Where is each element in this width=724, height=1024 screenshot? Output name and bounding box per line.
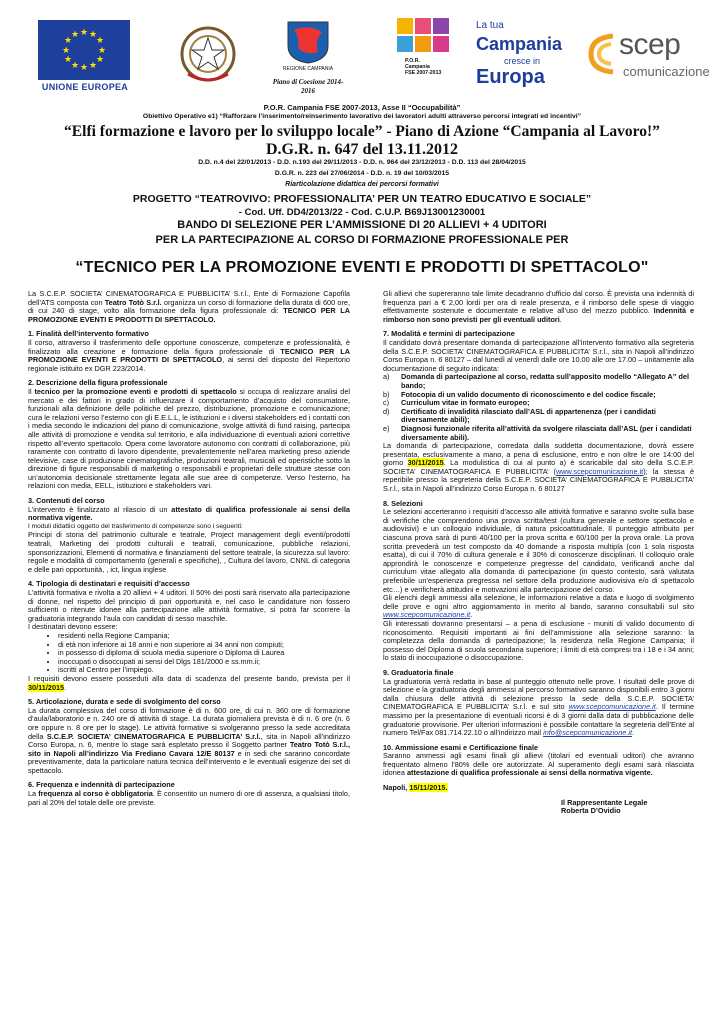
course-title: “TECNICO PER LA PROMOZIONE EVENTI E PRODOTTI DI SPETTACOLO" bbox=[75, 259, 649, 276]
section-9-heading: 9. Graduatoria finale bbox=[383, 667, 454, 677]
campania-cresce-europa-logo: La tua Campania cresce in Europa bbox=[476, 20, 563, 88]
section-7-submission: La domanda di partecipazione, corredata dalla suddetta documentazione, dovrà essere presentata, esclusivamente a mano, a pena di esclusione, entro e non oltre le ore 14:00 del giorno 30/11/2015. La modulistica di cui al punto a) è scaricabile dal sito della S.C.E.P. SOCIETA’ CINEMATOGRAFICA E PUBBLICITA’ (www.scepcomunicazione.it); la stessa è reperibile presso la segreteria della S.C.E.P. SOCIETA’ CINEMATOGRAFICA E PUBBLICITA’ S.r.l., sita in Napoli all’indirizzo Corso Europa n. 6 80127 bbox=[383, 441, 695, 494]
list-item: • inoccupati o disoccupati ai sensi del Dlgs 181/2000 e ss.mm.ii; bbox=[58, 658, 350, 667]
section-5-text: La durata complessiva del corso di formazione è di n. 600 ore, di cui n. 360 ore di formazione d’aula/laboratorio e n. 240 ore di attività di stage. La durata giornaliera prevista è di n. 6 ore (n. 6 ore oppure n. 8 ore per lo stage). Le attività formative si svolgeranno presso la sede accreditata della S.C.E.P. SOCIETA’ CINEMATOGRAFICA E PUBBLICITA’ S.r.l., sita in Napoli all’indirizzo Corso Europa, n. 6, mentre lo stage sarà espletato presso il Soggetto partner Teatro Totò S.r.l., sito in Napoli all’indirizzo Via Frediano Cavara 12/E 80137 e in sedi che saranno concordate preventivamente, data la particolare natura tecnica dell’intervento e le eventuali esigenze dei set di spettacolo. bbox=[28, 705, 350, 775]
list-item: • residenti nella Regione Campania; bbox=[58, 632, 350, 641]
section-4-deadline: I requisiti devono essere posseduti alla data di scadenza del presente bando, prevista per il 30/11/2015. bbox=[28, 673, 350, 692]
signature-name: Roberta D’Ovidio bbox=[561, 806, 621, 816]
signature-role: Il Rappresentante Legale bbox=[561, 797, 648, 807]
riarticolazione-line: Riarticolazione didattica dei percorsi formativi bbox=[285, 181, 439, 188]
section-8-requirements: Gli interessati dovranno presentarsi – a pena di esclusione - muniti di valido documento di riconoscimento. Requisiti importanti ai fini dell’ammissione alla selezione saranno: la completezza della domanda di partecipazione; la residenza nella Regione Campania; il possesso del Diploma di scuola secondaria superiore; i limiti di età compresi tra i 18 e i 34 anni; lo stato di inoccupazione o disoccupazione. bbox=[383, 618, 694, 663]
section-4-text: L’attività formativa e rivolta a 20 allievi + 4 uditori. Il 50% dei posti sarà riservato alla partecipazione di donne, nel rispetto del principio di pari opportunità e, nel caso le candidature non fossero sufficienti o ritenute idonee alla partecipazione alle attività formative, si potrà far scorrere la graduatoria integrando l’aula con candidati di sesso maschile. bbox=[28, 588, 350, 623]
svg-text:★: ★ bbox=[79, 63, 89, 73]
list-item: d) Certificato di invalidità rilasciato dall’ASL di appartenenza (per i candidati diversamente abili); bbox=[383, 406, 656, 425]
svg-text:★: ★ bbox=[88, 61, 98, 71]
requirements-list bbox=[28, 632, 350, 675]
scep-swirl-icon bbox=[585, 30, 621, 76]
coesione-logo bbox=[272, 20, 344, 96]
signature-block bbox=[383, 799, 694, 816]
email-link[interactable]: info@scepcomunicazione.it bbox=[543, 728, 633, 738]
section-3-text: L’intervento è finalizzato al rilascio di un attestato di qualifica professionale ai sensi della normativa vigente. bbox=[28, 504, 350, 523]
logo-strip bbox=[0, 0, 724, 98]
left-column bbox=[28, 290, 350, 813]
dgr-line: D.G.R. n. 647 del 13.11.2012 bbox=[265, 141, 458, 158]
list-item: • di età non inferiore ai 18 anni e non superiore ai 34 anni non compiuti; bbox=[58, 641, 350, 650]
codici-line: - Cod. Uff. DD4/2013/22 - Cod. C.U.P. B69J13001230001 bbox=[238, 207, 486, 218]
italian-republic-emblem bbox=[178, 24, 238, 86]
list-item: • iscritti al Centro per l’impiego. bbox=[58, 666, 350, 675]
list-item: c) Curriculum vitae in formato europeo; bbox=[383, 398, 530, 408]
elfi-line: “Elfi formazione e lavoro per lo sviluppo locale” - Piano di Azione “Campania al Lavoro!” bbox=[64, 123, 660, 140]
section-8-heading: 8. Selezioni bbox=[383, 498, 423, 508]
por-line: P.O.R. Campania FSE 2007-2013, Asse II “Occupabilità” bbox=[263, 103, 461, 112]
progetto-line: PROGETTO “TEATROVIVO: PROFESSIONALITA’ PER UN TEATRO EDUCATIVO E SOCIALE” bbox=[132, 193, 592, 205]
svg-text:★: ★ bbox=[97, 46, 107, 56]
list-item: • in possesso di diploma di scuola media superiore o Diploma di Laurea bbox=[58, 649, 350, 658]
section-7-text: Il candidato dovrà presentare domanda di partecipazione all’intervento formativo alla segreteria della S.C.E.P. SOCIETA’ CINEMATOGRAFICA E PUBBLICITA’ S.r.l., sita in Napoli all’indirizzo Corso Europa n. 6 80127 – dal lunedì al venerdì dalle ore 10.00 alle ore 17.00 – unitamente alla documentazione di seguito indicata: bbox=[383, 337, 694, 373]
dd-line-1: D.D. n.4 del 22/01/2013 - D.D. n.193 del 29/11/2013 - D.D. n. 964 del 23/12/2013 - D.D. 113 del 28/04/2015 bbox=[198, 159, 526, 166]
svg-text:★: ★ bbox=[95, 55, 105, 65]
section-8-lists: Gli elenchi degli ammessi alla selezione, le informazioni relative a data e luogo di svolgimento delle prove e ogni altro aggiornamento in merito al bando, saranno consultabili sul sito www.scepcomunicazione.it. bbox=[383, 593, 694, 620]
section-4-recipients: I destinatari devono essere: bbox=[28, 622, 118, 632]
intro-paragraph: La S.C.E.P. SOCIETA’ CINEMATOGRAFICA E PUBBLICITA’ S.r.l., Ente di Formazione Capofila dell’ATS composta con Teatro Totò S.r.l. organizza un corso di formazione della durata di 600 ore, di cui 240 di stage, volto alla formazione della figura professionale di: TECNICO PER LA PROMOZIONE EVENTI E PRODOTTI DI SPETTACOLO. bbox=[28, 289, 350, 324]
bando-line-1: BANDO DI SELEZIONE PER L’AMMISSIONE DI 20 ALLIEVI + 4 UDITORI bbox=[177, 219, 547, 231]
section-10-text: Saranno ammessi agli esami finali gli allievi (titolari ed eventuali uditori) che avranno frequentato almeno l’80% delle ore autorizzate. Al superamento degli esami sarà rilasciata idonea attestazione di qualifica professionale ai sensi della normativa vigente. bbox=[383, 751, 694, 778]
section-2-text: Il tecnico per la promozione eventi e prodotti di spettacolo si occupa di realizzare analisi del mercato e dei fattori in grado di influenzare il comportamento d’acquisto del consumatore, funzionali alla definizione delle politiche del prezzo, distribuzione, promozione e comunicazione; cura le relazioni verso l’esterno con gli E.E.L.L, le istituzioni e i diversi stakeholders ed i contatti con i media secondo le indicazioni del piano di comunicazione, svolge attività di fund raising, partecipa alle attività di promozione e vendita sul territorio, e alla individuazione di eventuali azioni correttive rispetto all’evento spettacolo. Opera come lavoratore autonomo con contratti di collaborazione, più raramente con contratto di lavoro dipendente, prevalentemente nell’area marketing preso aziende televisive, case di produzione cinematografiche, produzioni teatrali, musicali ed operistiche sotto la direzione di figure responsabili di marketing o responsabili e proprietari delle strutture stesse con un’autonomia decisionale strettamente legata alle sue aree di competenze. Verso l’esterno, ha relazioni con media, EELL, istituzioni e stakeholders vari. bbox=[28, 386, 350, 491]
section-10-heading: 10. Ammissione esami e Certificazione finale bbox=[383, 742, 539, 752]
coesione-label: Piano di Coesione 2014-2016 bbox=[272, 78, 344, 95]
scep-website-link[interactable]: www.scepcomunicazione.it bbox=[556, 466, 644, 476]
section-8-text: Le selezioni accerteranno i requisiti d’accesso alle attività formative e saranno svolte sulla base di verifiche che comprendono una prova scritta/test (cultura generale e settore spettacolo e audiovisivi) e un colloquio individuale, di natura psicoattitudinale. Il punteggio attribuito per ciascuna prova sarà di punti 40/100 per la prova scritta e 60/100 per la prova orale. La prova scritta prevederà un test composto da 40 domande a risposta multipla (con 1 sola risposta esatta), di cui il 70% di cultura generale e il 30% di conoscenze disciplinari. Il colloquio orale approndirà le conoscenze e competenze pregresse del candidato, verificandi anche dal curriculum vitae allegato alla domanda di partecipazione (in questo contesto, sarà valutata preferibile un’esperienza pregressa nel settore della produzione audiovisiva e/o di spettacolo etc…) e verificherà attitudini e motivazioni alla partecipazione del corso. bbox=[383, 507, 694, 594]
section-1-text: Il corso, attraverso il trasferimento delle opportune conoscenze, competenze e professionalità, è finalizzato alla creazione e formazione della figura professionale di TECNICO PER LA PROMOZIONE EVENTI E PRODOTTI DI SPETTACOLO, ai sensi del disposto del Repertorio regionale istituito ex DGR 223/2014. bbox=[28, 337, 350, 373]
eu-label: UNIONE EUROPEA bbox=[41, 82, 129, 92]
list-item: a) Domanda di partecipazione al corso, redatta sull’apposito modello “Allegato A” del bando; bbox=[383, 372, 690, 390]
section-2-heading: 2. Descrizione della figura professionale bbox=[28, 378, 168, 388]
svg-text:★: ★ bbox=[63, 36, 73, 46]
svg-text:★: ★ bbox=[70, 30, 80, 40]
frequency-continued: Gli allievi che supereranno tale limite decadranno d’ufficio dal corso. È prevista una indennità di frequenza pari a € 2,00 lordi per ora di reale presenza, e il rimborso delle spese di viaggio effettivamente sostenute e documentate e relative all’uso del mezzo pubblico. Indennità e rimborso non sono previsti per gli eventuali uditori. bbox=[383, 289, 694, 324]
list-item: b) Fotocopia di un valido documento di riconoscimento e del codice fiscale; bbox=[383, 389, 656, 399]
svg-text:★: ★ bbox=[63, 55, 73, 65]
dd-line-2: D.G.R. n. 223 del 27/06/2014 - D.D. n. 19 del 10/03/2015 bbox=[274, 170, 450, 177]
svg-text:★: ★ bbox=[88, 30, 98, 40]
svg-text:★: ★ bbox=[95, 36, 105, 46]
obiettivo-line: Obiettivo Operativo e1) “Rafforzare l’inserimento/reinserimento lavorativo dei lavoratori adulti attraverso percorsi integrati ed incentivi” bbox=[142, 113, 582, 120]
section-3-heading: 3. Contenuti del corso bbox=[28, 496, 105, 506]
svg-text:★: ★ bbox=[61, 46, 71, 56]
section-6-text: La frequenza al corso è obbligatoria. È consentito un numero di ore di assenza, a qualsiasi titolo, pari al 20% del totale delle ore previste. bbox=[28, 789, 350, 807]
section-1-heading: 1. Finalità dell’intervento formativo bbox=[28, 329, 149, 339]
section-3-modules: Principi di storia del patrimonio culturale e teatrale, Project management degli eventi/prodotti teatrali, Marketing dei prodotti culturali e teatrali, comunicazione, pubbliche relazioni, sponsorizzazioni, Elementi di normativa e finanziamenti del settore teatrale, la sicurezza sul lavoro: regole e modalità di comportamento (generali e specifiche), , Cultura del lavoro, CNNL di categoria e delle pari opportunità, , ict, lingua inglese bbox=[28, 530, 350, 574]
scep-website-link[interactable]: www.scepcomunicazione.it bbox=[568, 702, 656, 712]
por-fse-logo bbox=[395, 16, 477, 90]
por-label: P.O.R. Campania FSE 2007-2013 bbox=[405, 58, 442, 76]
section-7-heading: 7. Modalità e termini di partecipazione bbox=[383, 329, 515, 339]
place-date: Napoli, 15/11/2015. bbox=[383, 783, 448, 793]
scep-website-link[interactable]: www.scepcomunicazione.it bbox=[383, 610, 471, 620]
list-item: e) Diagnosi funzionale riferita all’attività da svolgere rilasciata dall’ASL (per i candidati diversamente abili). bbox=[383, 423, 692, 442]
bando-line-2: PER LA PARTECIPAZIONE AL CORSO DI FORMAZIONE PROFESSIONALE PER bbox=[155, 234, 569, 246]
right-column bbox=[383, 290, 694, 816]
svg-text:★: ★ bbox=[79, 28, 89, 38]
section-3-modules-intro: I moduli didattici oggetto del trasferimento di competenze sono i seguenti: bbox=[28, 522, 243, 530]
eu-flag-logo bbox=[38, 20, 130, 80]
regione-campania-shield-icon bbox=[284, 20, 332, 64]
svg-text:★: ★ bbox=[70, 61, 80, 71]
scep-logo: scep comunicazione bbox=[585, 28, 717, 80]
section-4-heading: 4. Tipologia di destinatari e requisiti d’accesso bbox=[28, 579, 190, 589]
regione-campania-label: REGIONE CAMPANIA bbox=[282, 66, 334, 72]
section-5-heading: 5. Articolazione, durata e sede di svolgimento del corso bbox=[28, 697, 221, 707]
documents-list bbox=[383, 373, 694, 442]
section-6-heading: 6. Frequenza e indennità di partecipazione bbox=[28, 780, 175, 790]
section-9-text: La graduatoria verrà redatta in base al punteggio ottenuto nelle prove. I risultati delle prove di selezione e la graduatoria degli ammessi al percorso formativo saranno disponibili entro 3 giorni dalla chiusura delle attività di selezione presso la sede della S.C.E.P. SOCIETA’ CINEMATOGRAFICA E PUBBLICITA’ S.r.l. e sul sito www.scepcomunicazione.it. Il termine massimo per la presentazione di eventuali ricorsi è di 3 giorni dalla data di pubblicazione delle graduatorie provvisorie. Per ulteriori informazioni è possibile contattare la segreteria dell’Ente al numero Tel/Fax 081.714.22.10 o all’indirizzo mail info@scepcomunicazione.it. bbox=[383, 676, 695, 738]
